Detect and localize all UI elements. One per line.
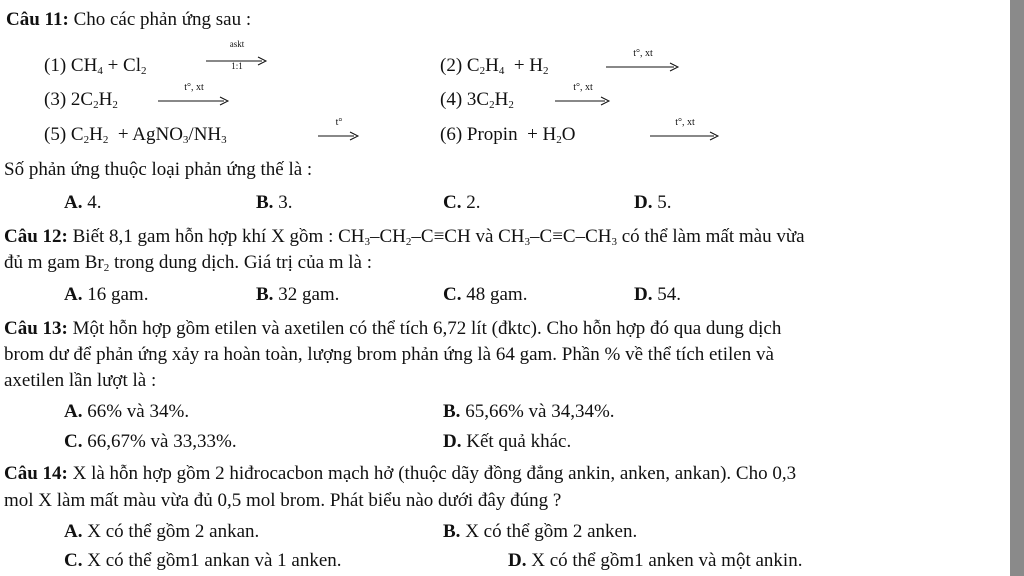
option-key: B. (443, 521, 461, 542)
reaction-1-sub-a: 4 (97, 65, 103, 77)
option-text: 32 gam. (273, 284, 340, 305)
q12-text-d: –C≡C–CH (530, 226, 612, 247)
reaction-5-formula-a: C (70, 124, 84, 145)
q13-line-1 (4, 318, 781, 340)
reaction-2-sub-c: 2 (543, 65, 549, 77)
reaction-1-arrow (206, 39, 268, 71)
option-text: 4. (82, 192, 102, 213)
q12-sub: 3 (611, 236, 617, 248)
option-key: D. (508, 550, 527, 571)
reaction-4-formula-a: 3C (466, 89, 490, 110)
page-edge-shadow (1010, 0, 1024, 576)
option-text: 2. (461, 192, 481, 213)
q13-option-b[interactable] (443, 401, 615, 423)
reaction-2-formula-a: C (466, 55, 480, 76)
q14-line-1 (4, 463, 796, 485)
q11-option-a[interactable] (64, 192, 101, 214)
q12-sub: 2 (405, 236, 412, 248)
reaction-4-arrow (555, 82, 611, 106)
q12-text-c: –C≡CH và CH (411, 226, 525, 247)
option-text: X có thể gồm 2 anken. (460, 521, 638, 542)
q12-option-b[interactable] (256, 284, 339, 306)
reaction-2 (440, 55, 549, 77)
arrow-icon (318, 130, 360, 142)
q12-option-d[interactable] (634, 284, 681, 306)
q11-text: Cho các phản ứng sau : (68, 9, 252, 30)
reaction-5-formula-d: /NH (188, 124, 222, 145)
q12-line2-a: đủ m gam Br (4, 252, 104, 273)
reaction-5-condition: t° (335, 117, 343, 128)
q14-option-c[interactable] (64, 550, 342, 572)
q14-line-2: mol X làm mất màu vừa đủ 0,5 mol brom. Phát biểu nào dưới đây đúng ? (4, 490, 562, 511)
reaction-4-number: (4) (440, 89, 463, 110)
q12-text-a: Biết 8,1 gam hỗn hợp khí X gồm : CH (67, 226, 365, 247)
reaction-2-condition: t°, xt (633, 48, 653, 59)
reaction-1-formula-b: + Cl (102, 55, 141, 76)
reaction-4 (440, 89, 514, 111)
reaction-6-formula-b: O (561, 124, 576, 145)
option-key: C. (64, 550, 83, 571)
option-key: C. (443, 192, 462, 213)
reaction-3-arrow (158, 82, 230, 106)
reaction-1-number: (1) (44, 55, 67, 76)
reaction-1-formula-a: CH (70, 55, 98, 76)
reaction-3-formula-b: H (98, 89, 113, 110)
reaction-1 (44, 55, 146, 77)
reaction-4-sub-b: 2 (508, 99, 514, 111)
q13-option-c[interactable] (64, 431, 237, 453)
q11-label: Câu 11: (6, 9, 69, 30)
option-key: B. (256, 192, 274, 213)
reaction-6 (440, 124, 576, 146)
q14-text-1: X là hỗn hợp gồm 2 hiđrocacbon mạch hở (thuộc dãy đồng đẳng ankin, anken, ankan). Cho 0,3 (67, 463, 797, 484)
q12-sub: 3 (524, 236, 531, 248)
reaction-3-condition: t°, xt (184, 82, 204, 93)
option-text: 3. (273, 192, 293, 213)
reaction-3-formula-a: 2C (70, 89, 94, 110)
reaction-5-formula-b: H (89, 124, 103, 145)
arrow-icon (650, 130, 720, 142)
option-key: D. (634, 192, 653, 213)
reaction-1-cond-top: askt (229, 39, 245, 49)
reaction-4-formula-b: H (494, 89, 509, 110)
reaction-6-number: (6) (440, 124, 463, 145)
option-text: 5. (652, 192, 672, 213)
reaction-5-sub-d: 3 (221, 134, 227, 146)
q12-label: Câu 12: (4, 226, 68, 247)
arrow-icon (158, 95, 230, 107)
reaction-2-formula-c: + H (504, 55, 544, 76)
arrow-icon (206, 55, 268, 67)
option-text: 48 gam. (461, 284, 528, 305)
q13-line-3: axetilen lần lượt là : (4, 370, 157, 391)
option-text: X có thể gồm1 anken và một ankin. (526, 550, 803, 571)
reaction-4-condition: t°, xt (573, 82, 593, 93)
reaction-3-number: (3) (44, 89, 67, 110)
reaction-4-sub-a: 2 (489, 99, 495, 111)
q14-option-a[interactable] (64, 521, 259, 543)
reaction-5-sub-c: 3 (182, 134, 189, 146)
option-key: B. (256, 284, 274, 305)
reaction-2-number: (2) (440, 55, 463, 76)
arrow-icon (555, 95, 611, 107)
reaction-1-sub-b: 2 (140, 65, 147, 77)
q13-text-1: Một hỗn hợp gồm etilen và axetilen có thể tích 6,72 lít (đktc). Cho hỗn hợp đó qua dung dịch (67, 318, 782, 339)
q11-option-d[interactable] (634, 192, 671, 214)
option-key: C. (443, 284, 462, 305)
reaction-5-sub-a: 2 (83, 134, 90, 146)
option-text: 66,67% và 33,33%. (82, 431, 237, 452)
q11-option-c[interactable] (443, 192, 480, 214)
q13-line-2: brom dư để phản ứng xảy ra hoàn toàn, lượng brom phản ứng là 64 gam. Phần % về thể tích etilen và (4, 344, 774, 365)
q11-question: Số phản ứng thuộc loại phản ứng thế là : (4, 159, 313, 180)
q13-option-a[interactable] (64, 401, 189, 423)
reaction-1-cond-bottom: 1:1 (231, 61, 243, 71)
option-key: A. (64, 521, 83, 542)
reaction-3-sub-a: 2 (93, 99, 99, 111)
q12-text-b: –CH (370, 226, 406, 247)
reaction-6-condition: t°, xt (675, 117, 695, 128)
q12-sub: 2 (103, 262, 110, 274)
reaction-3-sub-b: 2 (112, 99, 118, 111)
q12-text-e: có thể làm mất màu vừa (616, 226, 805, 247)
arrow-icon (606, 61, 680, 73)
option-text: 66% và 34%. (82, 401, 190, 422)
reaction-6-formula-a: Propin + H (466, 124, 557, 145)
option-text: 54. (652, 284, 681, 305)
q14-option-d[interactable] (508, 550, 802, 572)
reaction-5-number: (5) (44, 124, 67, 145)
reaction-6-arrow (650, 117, 720, 141)
option-text: 65,66% và 34,34%. (460, 401, 615, 422)
reaction-6-sub-a: 2 (556, 134, 562, 146)
reaction-5-formula-c: + AgNO (108, 124, 183, 145)
reaction-5 (44, 124, 227, 146)
option-text: Kết quả khác. (461, 431, 572, 452)
q12-line2-b: trong dung dịch. Giá trị của m là : (109, 252, 373, 273)
reaction-5-arrow (318, 117, 360, 141)
option-key: A. (64, 284, 83, 305)
q14-label: Câu 14: (4, 463, 68, 484)
q12-line-2 (4, 252, 372, 274)
option-text: X có thể gồm 2 ankan. (82, 521, 260, 542)
option-text: 16 gam. (82, 284, 149, 305)
q11-heading (6, 9, 251, 31)
option-key: D. (634, 284, 653, 305)
q12-option-a[interactable] (64, 284, 148, 306)
reaction-2-arrow (606, 48, 680, 72)
reaction-5-sub-b: 2 (102, 134, 109, 146)
option-key: A. (64, 192, 83, 213)
option-key: B. (443, 401, 461, 422)
option-key: A. (64, 401, 83, 422)
q12-option-c[interactable] (443, 284, 527, 306)
q12-line-1 (4, 226, 805, 248)
reaction-3 (44, 89, 118, 111)
q11-option-b[interactable] (256, 192, 292, 214)
option-key: C. (64, 431, 83, 452)
q13-label: Câu 13: (4, 318, 68, 339)
q13-option-d[interactable] (443, 431, 571, 453)
reaction-2-sub-a: 2 (479, 65, 486, 77)
q14-option-b[interactable] (443, 521, 637, 543)
reaction-2-sub-b: 4 (498, 65, 505, 77)
q12-sub: 3 (364, 236, 370, 248)
option-text: X có thể gồm1 ankan và 1 anken. (82, 550, 342, 571)
option-key: D. (443, 431, 462, 452)
reaction-2-formula-b: H (485, 55, 499, 76)
